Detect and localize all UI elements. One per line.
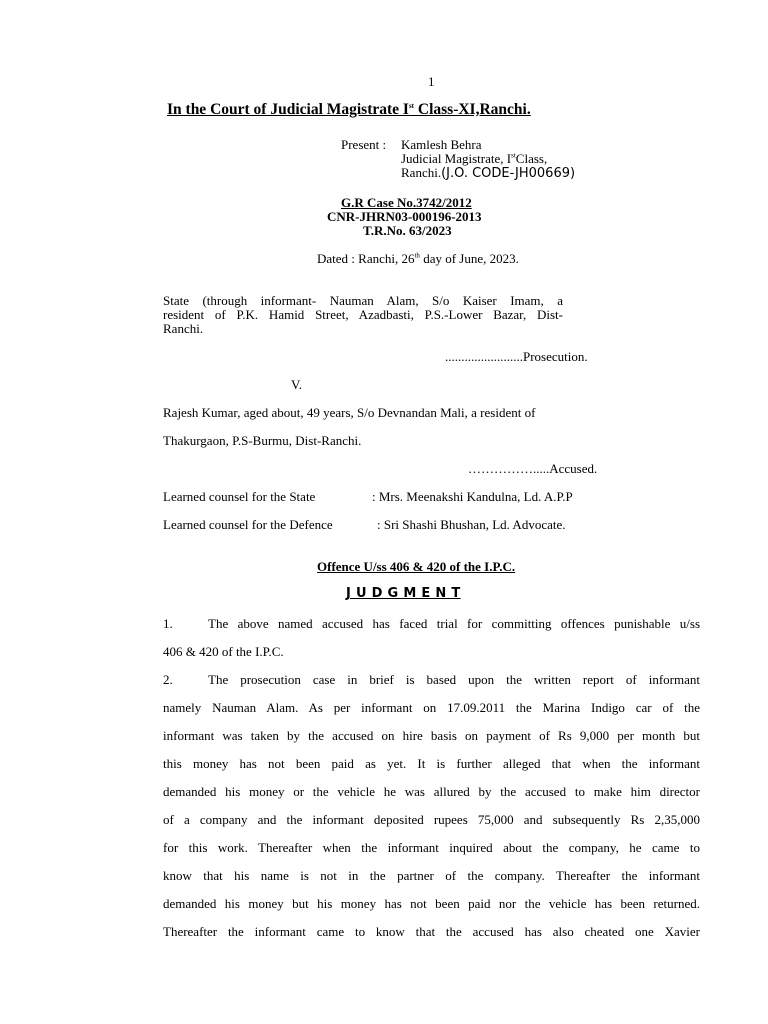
dated-prefix: Dated : Ranchi, 26	[317, 251, 415, 266]
dated-line	[317, 252, 519, 265]
place-text: Ranchi.	[401, 165, 442, 180]
court-title-sup: st	[408, 101, 415, 110]
paragraph-1-first-line	[163, 617, 700, 630]
paragraph-2-first-line	[163, 673, 700, 686]
dated-suffix: day of June, 2023.	[419, 251, 519, 266]
paragraph-2-line: know that his name is not in the partner of the company. Thereafter the informant	[163, 868, 700, 883]
tr-number: T.R.No. 63/2023	[363, 223, 452, 238]
judgment-heading: J U D G M E N T	[346, 586, 461, 601]
defence-counsel-value: : Sri Shashi Bhushan, Ld. Advocate.	[377, 517, 566, 532]
designation-sup: st	[511, 151, 516, 160]
paragraph-2-line: demanded his money but his money has not been paid nor the vehicle has been returned.	[163, 896, 700, 911]
court-title-suffix: Class-XI,Ranchi.	[414, 101, 531, 118]
paragraph-2-line: informant was taken by the accused on hire basis on payment of Rs 9,000 per month but	[163, 728, 700, 743]
designation-suffix: Class,	[515, 151, 548, 166]
prosecution-line-1: State (through informant- Nauman Alam, S/o Kaiser Imam, a	[163, 293, 563, 308]
accused-line-1: Rajesh Kumar, aged about, 49 years, S/o Devnandan Mali, a resident of	[163, 405, 536, 420]
cnr-number: CNR-JHRN03-000196-2013	[327, 209, 482, 224]
accused-line-2: Thakurgaon, P.S-Burmu, Dist-Ranchi.	[163, 433, 362, 448]
present-label: Present :	[341, 137, 387, 152]
versus: V.	[291, 377, 302, 392]
offence-heading: Offence U/ss 406 & 420 of the I.P.C.	[317, 559, 516, 574]
gr-case-number: G.R Case No.3742/2012	[341, 195, 472, 210]
defence-counsel-label: Learned counsel for the Defence	[163, 517, 333, 532]
accused-label	[468, 462, 597, 475]
state-counsel-value: : Mrs. Meenakshi Kandulna, Ld. A.P.P	[372, 489, 573, 504]
paragraph-1-first-line-text: The above named accused has faced trial for committing offences punishable u/ss	[208, 616, 700, 631]
presiding-officer-name: Kamlesh Behra	[401, 137, 482, 152]
paragraph-2-line: this money has not been paid as yet. It is further alleged that when the informant	[163, 756, 700, 771]
paragraph-2-line: Thereafter the informant came to know that the accused has also cheated one Xavier	[163, 924, 700, 939]
court-title-prefix: In the Court of Judicial Magistrate I	[167, 101, 409, 118]
presiding-officer-place	[401, 166, 575, 180]
paragraph-2-line: of a company and the informant deposited rupees 75,000 and subsequently Rs 2,35,000	[163, 812, 700, 827]
prosecution-line-3: Ranchi.	[163, 321, 204, 336]
designation-prefix: Judicial Magistrate, I	[401, 151, 512, 166]
jo-code: (J.O. CODE-JH00669)	[441, 166, 576, 181]
court-title	[167, 102, 531, 118]
paragraph-1-number: 1.	[163, 616, 173, 631]
prosecution-label: ........................Prosecution.	[445, 349, 588, 364]
paragraph-2-first-line-text: The prosecution case in brief is based upon the written report of informant	[208, 672, 700, 687]
page-number: 1	[428, 74, 435, 89]
dated-sup: th	[414, 251, 420, 260]
paragraph-1-line: 406 & 420 of the I.P.C.	[163, 644, 284, 659]
paragraph-2-number: 2.	[163, 672, 173, 687]
paragraph-2-line: for this work. Thereafter when the informant inquired about the company, he came to	[163, 840, 700, 855]
prosecution-line-2: resident of P.K. Hamid Street, Azadbasti, P.S.-Lower Bazar, Dist-	[163, 307, 563, 322]
paragraph-2-line: namely Nauman Alam. As per informant on 17.09.2011 the Marina Indigo car of the	[163, 700, 700, 715]
paragraph-2-line: demanded his money or the vehicle he was allured by the accused to make him director	[163, 784, 700, 799]
presiding-officer-designation	[401, 152, 547, 165]
accused-label-text: .Accused.	[546, 461, 598, 476]
state-counsel-label: Learned counsel for the State	[163, 489, 316, 504]
accused-label-dots: ……………....	[468, 461, 546, 476]
